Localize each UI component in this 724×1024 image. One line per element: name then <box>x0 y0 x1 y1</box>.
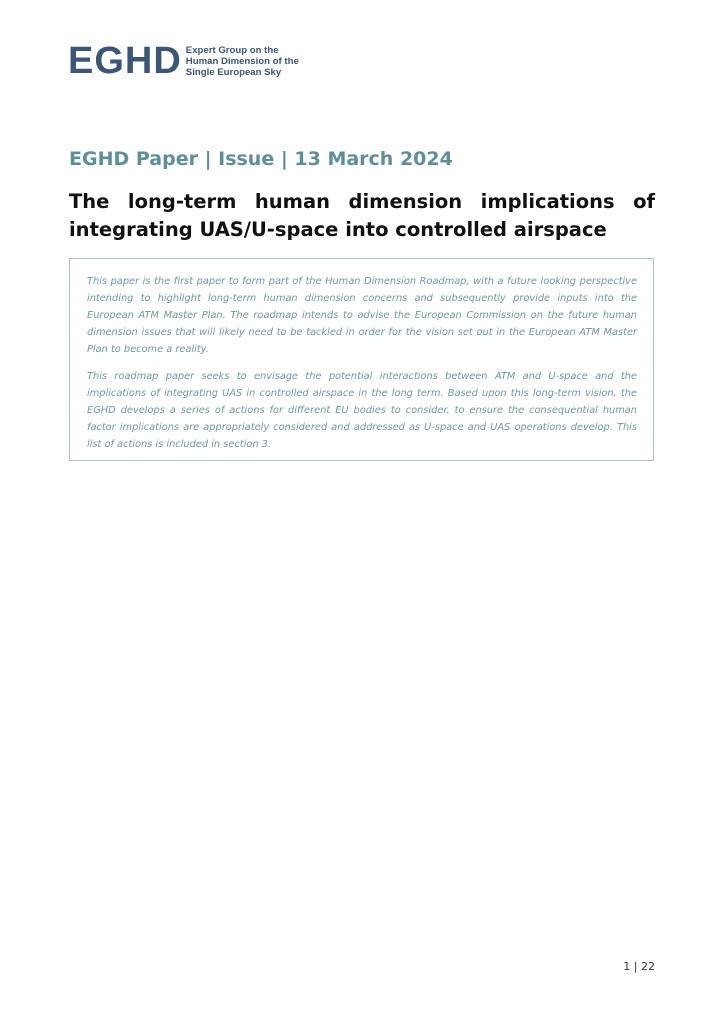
issue-line: EGHD Paper | Issue | 13 March 2024 <box>69 148 453 170</box>
page-number: 1 | 22 <box>623 960 655 973</box>
logo-text <box>186 45 299 78</box>
abstract-paragraph-1: This paper is the first paper to form part of the Human Dimension Roadmap, with a future looking perspective intending to highlight long-term human dimension concerns and subsequently provide inputs into the European ATM Master Plan. The roadmap intends to advise the European Commission on the future human dimension issues that will likely need to be tackled in order for the vision set out in the European ATM Master Plan to become a reality. <box>87 276 637 355</box>
logo-line-1: Expert Group on the <box>185 44 279 56</box>
eghd-logo <box>68 42 299 80</box>
abstract-box <box>69 258 654 461</box>
page-title: The long-term human dimension implications of integrating UAS/U-space into controlled airspace <box>69 190 655 241</box>
logo-line-2: Human Dimension of the <box>185 55 299 67</box>
logo-line-3: Single European Sky <box>185 66 282 78</box>
logo-mark: EGHD <box>68 40 182 82</box>
abstract-paragraph-2: This roadmap paper seeks to envisage the potential interactions between ATM and U-space and the implications of integrating UAS in controlled airspace in the long term. Based upon this long-term vision, the EGHD develops a series of actions for different EU bodies to consider, to ensure the consequential human factor implications are appropriately considered and addressed as U-space and UAS operations develop. This list of actions is included in section 3. <box>87 371 637 450</box>
